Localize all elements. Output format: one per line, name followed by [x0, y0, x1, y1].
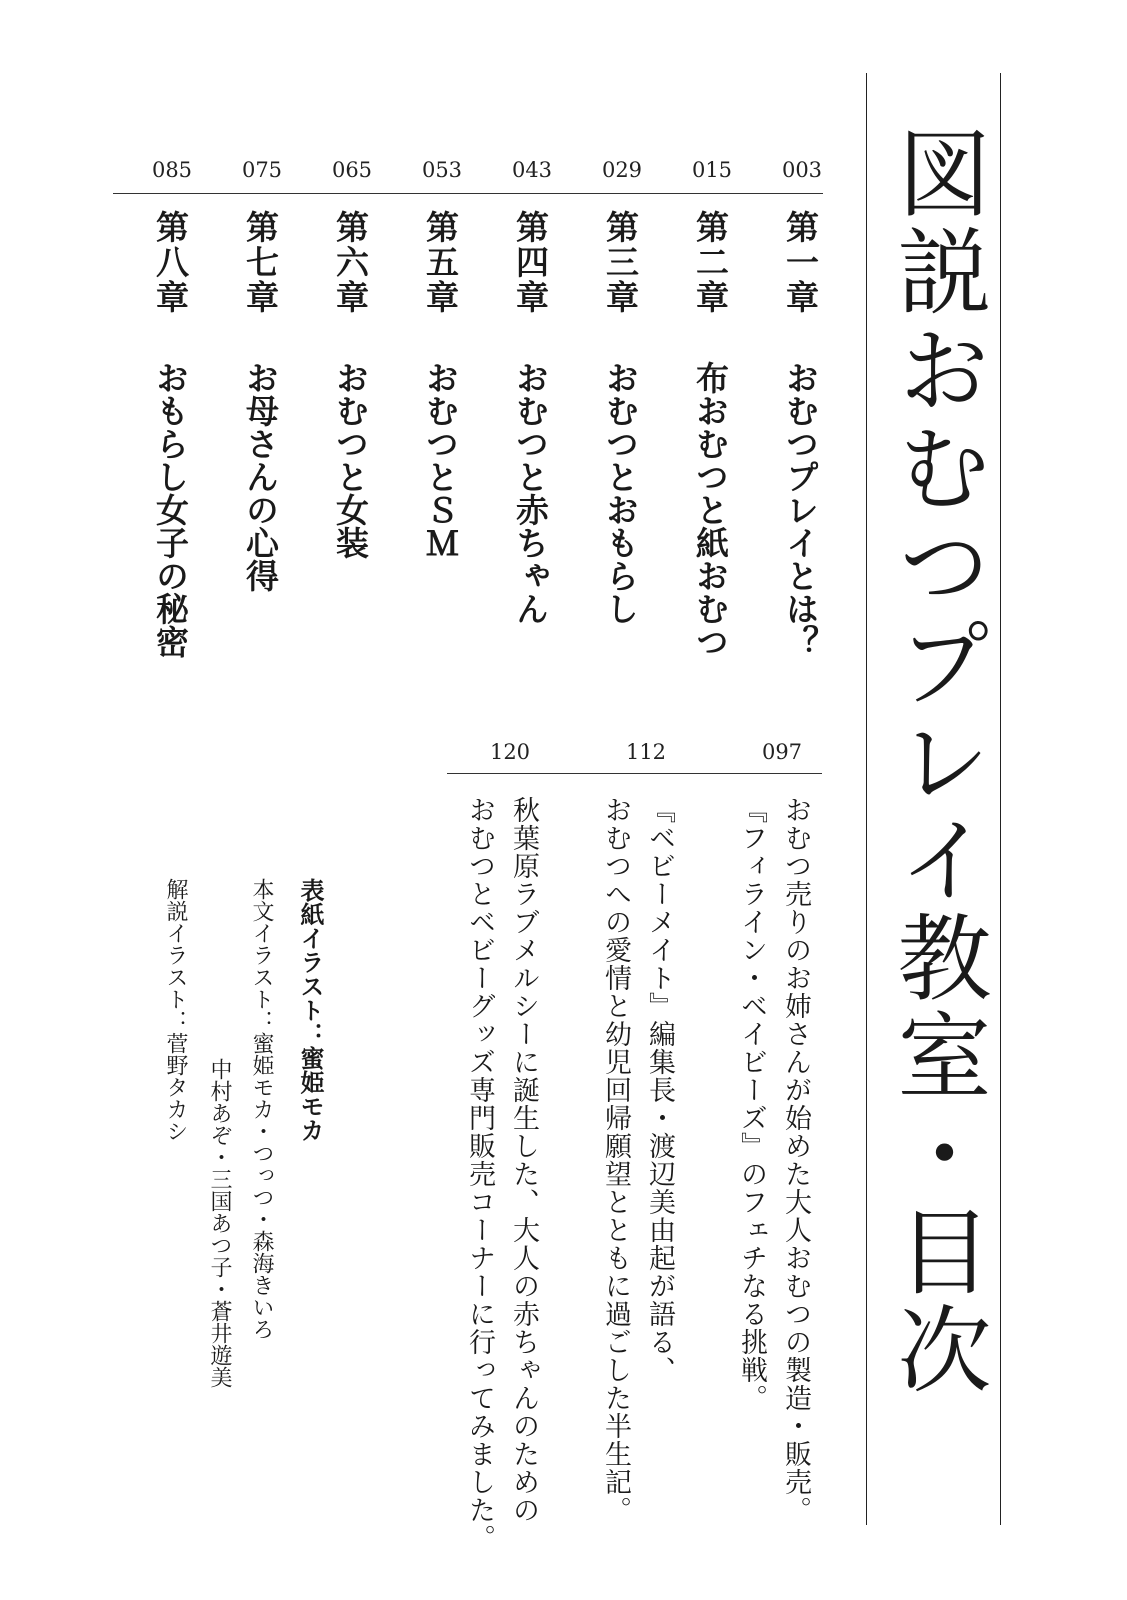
- feature-page-3: 120: [489, 740, 531, 764]
- chapter-item-2[interactable]: [691, 210, 730, 658]
- chapter-page-3: 029: [601, 158, 643, 182]
- feature-rule: [447, 773, 822, 774]
- feature-line-3a: 秋葉原ラブメルシーに誕生した、大人の赤ちゃんのための: [508, 796, 539, 1524]
- chapter-title-3: おむつとおもらし: [601, 361, 640, 625]
- chapter-title-6: おむつと女装: [331, 361, 370, 559]
- chapter-item-6[interactable]: [331, 210, 370, 559]
- chapter-item-7[interactable]: [241, 210, 280, 592]
- feature-page-2: 112: [625, 740, 667, 764]
- chapter-label-1: 第一章: [781, 210, 820, 315]
- chapter-page-5: 053: [421, 158, 463, 182]
- chapter-title-7: お母さんの心得: [241, 361, 280, 592]
- chapter-item-1[interactable]: [781, 210, 820, 658]
- chapter-rule: [113, 193, 823, 194]
- chapter-page-8: 085: [151, 158, 193, 182]
- chapter-title-5: おむつとＳＭ: [421, 361, 460, 559]
- chapter-item-5[interactable]: [421, 210, 460, 559]
- chapter-title-1: おむつプレイとは？: [781, 361, 820, 658]
- feature-line-3b: おむつとベビーグッズ専門販売コーナーに行ってみました。: [464, 796, 495, 1552]
- chapter-item-3[interactable]: [601, 210, 640, 625]
- chapter-page-7: 075: [241, 158, 283, 182]
- chapter-label-8: 第八章: [151, 210, 190, 315]
- chapter-page-6: 065: [331, 158, 373, 182]
- chapter-title-4: おむつと赤ちゃん: [511, 361, 550, 625]
- credit-body-1: 本文イラスト：蜜姫モカ・つっつ・森海きいろ: [249, 878, 274, 1340]
- feature-line-1a: おむつ売りのお姉さんが始めた大人おむつの製造・販売。: [780, 796, 811, 1524]
- chapter-title-8: おもらし女子の秘密: [151, 361, 190, 658]
- chapter-page-2: 015: [691, 158, 733, 182]
- chapter-label-2: 第二章: [691, 210, 730, 315]
- chapter-title-2: 布おむつと紙おむつ: [691, 361, 730, 658]
- chapter-label-3: 第三章: [601, 210, 640, 315]
- chapter-item-8[interactable]: [151, 210, 190, 658]
- feature-line-2b: おむつへの愛情と幼児回帰願望とともに過ごした半生記。: [600, 796, 631, 1524]
- credit-cover: 表紙イラスト：蜜姫モカ: [296, 878, 325, 1142]
- chapter-page-4: 043: [511, 158, 553, 182]
- credit-body-2: 中村あぞ・三国あつ子・蒼井遊美: [207, 1058, 232, 1388]
- credit-commentary: 解説イラスト：菅野タカシ: [163, 878, 188, 1142]
- chapter-label-7: 第七章: [241, 210, 280, 315]
- feature-line-2a: 『ベビーメイト』編集長・渡辺美由起が語る、: [644, 796, 675, 1384]
- chapter-label-5: 第五章: [421, 210, 460, 315]
- page-title: 図説おむつプレイ教室・目次: [881, 125, 990, 1399]
- chapter-item-4[interactable]: [511, 210, 550, 625]
- chapter-page-1: 003: [781, 158, 823, 182]
- feature-page-1: 097: [761, 740, 803, 764]
- title-rule-left: [866, 73, 867, 1525]
- chapter-label-6: 第六章: [331, 210, 370, 315]
- feature-line-1b: 『フィライン・ベイビーズ』のフェチなる挑戦。: [736, 796, 767, 1412]
- chapter-label-4: 第四章: [511, 210, 550, 315]
- title-rule-right: [1000, 73, 1001, 1525]
